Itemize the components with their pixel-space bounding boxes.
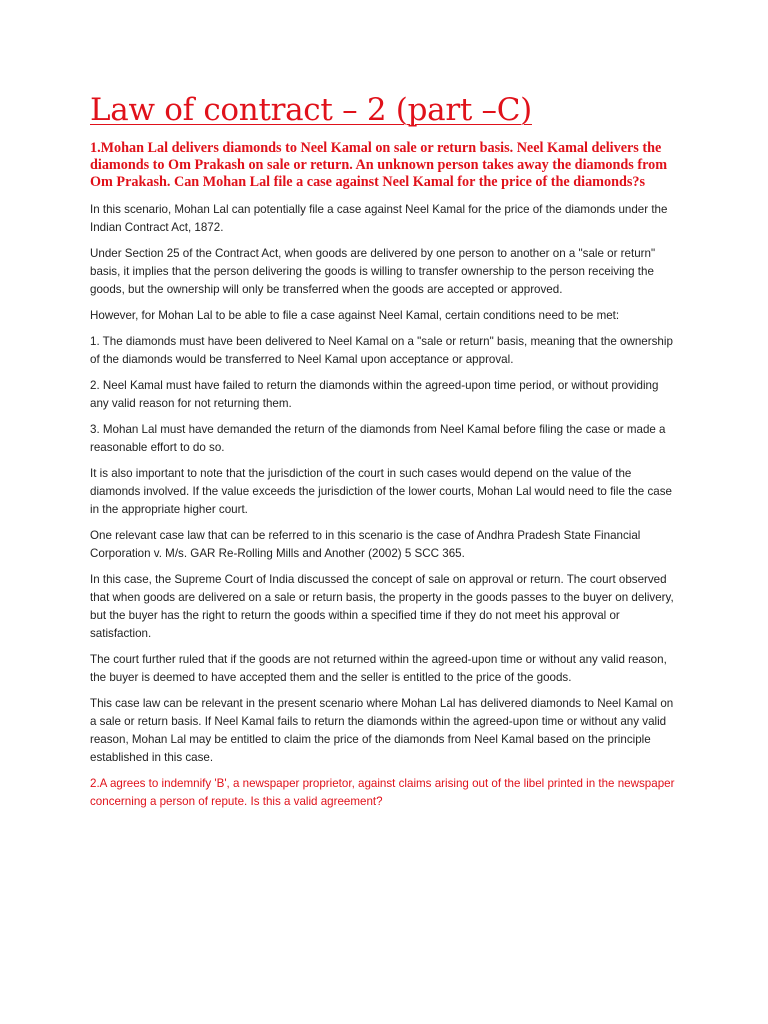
paragraph-conclusion: This case law can be relevant in the present scenario where Mohan Lal has delivered diamonds to Neel Kamal on a sale or return basis. If Neel Kamal fails to return the diamonds within the agreed-upon time or without any valid reason, Mohan Lal may be entitled to claim the price of the diamonds from Neel Kamal based on the principle established in this case. bbox=[90, 697, 674, 764]
document-content bbox=[90, 90, 680, 819]
list-item-condition-3: 3. Mohan Lal must have demanded the return of the diamonds from Neel Kamal before filing the case or made a reasonable effort to do so. bbox=[90, 423, 666, 454]
paragraph-conditions-intro: However, for Mohan Lal to be able to file a case against Neel Kamal, certain conditions need to be met: bbox=[90, 309, 620, 322]
paragraph-case-law-ref: One relevant case law that can be referred to in this scenario is the case of Andhra Pradesh State Financial Corporation v. M/s. GAR Re-Rolling Mills and Another (2002) 5 SCC 365. bbox=[90, 529, 641, 560]
list-item-condition-1: 1. The diamonds must have been delivered to Neel Kamal on a "sale or return" basis, meaning that the ownership of the diamonds would be transferred to Neel Kamal upon acceptance or approval. bbox=[90, 335, 673, 366]
paragraph-jurisdiction: It is also important to note that the jurisdiction of the court in such cases would depend on the value of the diamonds involved. If the value exceeds the jurisdiction of the lower courts, Mohan Lal would need to file the case in the appropriate higher court. bbox=[90, 467, 672, 516]
paragraph-section-25: Under Section 25 of the Contract Act, when goods are delivered by one person to another on a "sale or return" basis, it implies that the person delivering the goods is willing to transfer ownership to the person receiving the goods, but the ownership will only be transferred when the goods are accepted or approved. bbox=[90, 247, 656, 296]
list-item-condition-2: 2. Neel Kamal must have failed to return the diamonds within the agreed-upon time period, or without providing any valid reason for not returning them. bbox=[90, 379, 659, 410]
paragraph-court-ruling: The court further ruled that if the goods are not returned within the agreed-upon time or without any valid reason, the buyer is deemed to have accepted them and the seller is entitled to the price of the goods. bbox=[90, 653, 667, 684]
paragraph-intro: In this scenario, Mohan Lal can potentially file a case against Neel Kamal for the price of the diamonds under the Indian Contract Act, 1872. bbox=[90, 203, 668, 234]
question-1: 1.Mohan Lal delivers diamonds to Neel Kamal on sale or return basis. Neel Kamal delivers the diamonds to Om Prakash on sale or return. An unknown person takes away the diamonds from Om Prakash. Can Mohan Lal file a case against Neel Kamal for the price of the diamonds?s bbox=[90, 140, 668, 190]
paragraph-supreme-court: In this case, the Supreme Court of India discussed the concept of sale on approval or return. The court observed that when goods are delivered on a sale or return basis, the property in the goods passes to the buyer on delivery, but the buyer has the right to return the goods within a specified time if they do not meet his approval or satisfaction. bbox=[90, 573, 674, 640]
document-title: Law of contract – 2 (part –C) bbox=[90, 92, 532, 128]
question-2: 2.A agrees to indemnify 'B', a newspaper proprietor, against claims arising out of the libel printed in the newspaper concerning a person of repute. Is this a valid agreement? bbox=[90, 777, 675, 808]
